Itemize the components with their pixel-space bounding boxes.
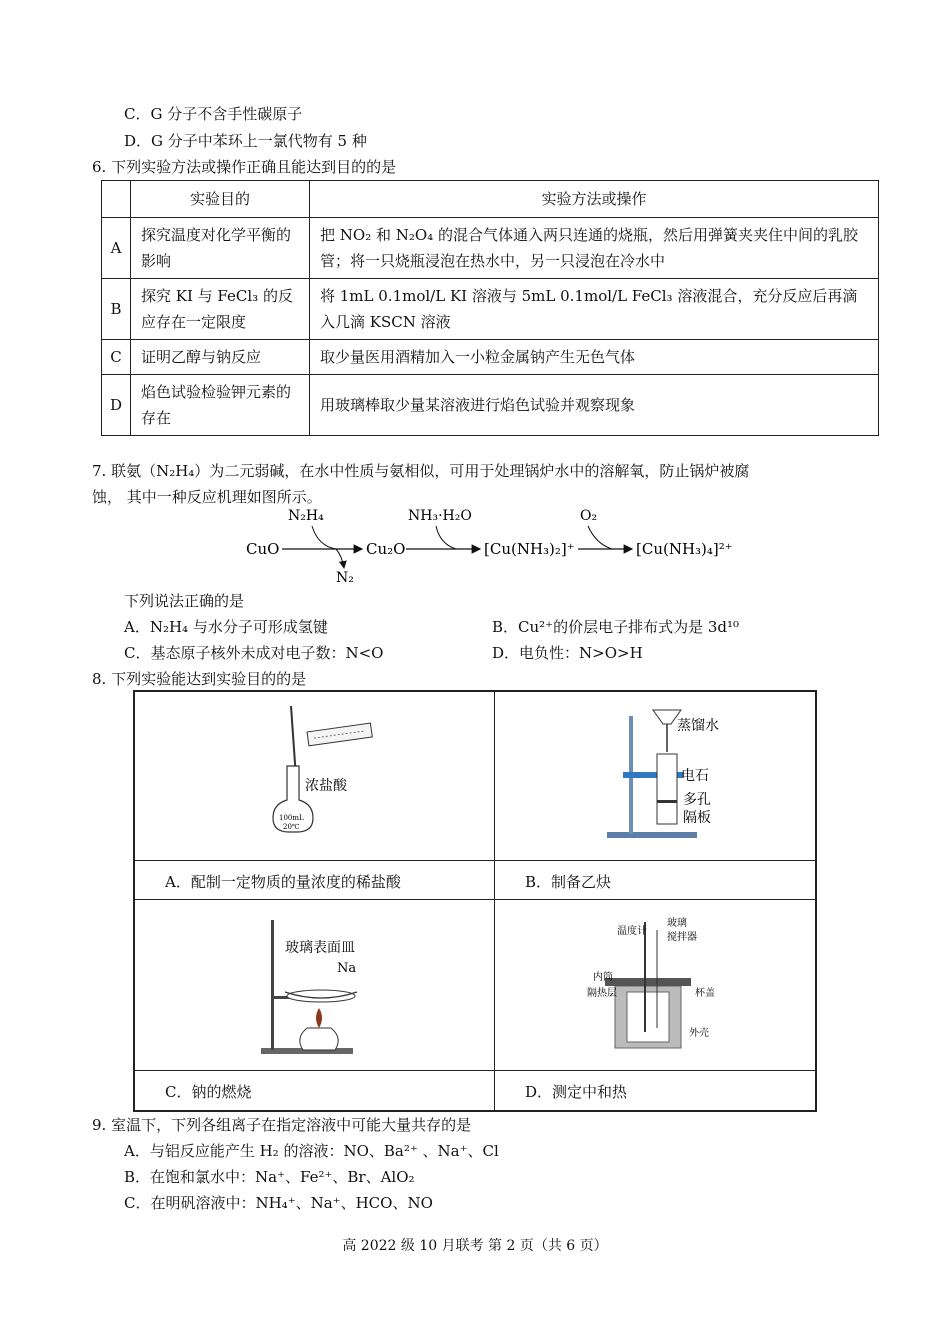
q8-grid bbox=[133, 690, 817, 1112]
flask-volume: 100mL bbox=[279, 814, 304, 822]
q9-stem: 9. 室温下，下列各组离子在指定溶液中可能大量共存的是 bbox=[92, 1116, 472, 1134]
label-shell: 外壳 bbox=[689, 1028, 709, 1039]
alcohol-lamp bbox=[300, 1028, 338, 1050]
q7-option-b: B．Cu²⁺的价层电子排布式为是 3d¹⁰ bbox=[492, 618, 740, 636]
q6-stem: 6. 下列实验方法或操作正确且能达到目的的是 bbox=[92, 158, 397, 176]
q8-caption-b: B．制备乙炔 bbox=[525, 873, 612, 891]
flame bbox=[316, 1008, 322, 1028]
q8-figure-a bbox=[134, 691, 495, 861]
q6-row-method: 用玻璃棒取少量某溶液进行焰色试验并观察现象 bbox=[310, 375, 879, 436]
q7-option-a: A．N₂H₄ 与水分子可形成氢键 bbox=[124, 618, 328, 636]
q6-row-method: 把 NO₂ 和 N₂O₄ 的混合气体通入两只连通的烧瓶，然后用弹簧夹夹住中间的乳胶管；将一只烧瓶浸泡在热水中，另一只浸泡在冷水中 bbox=[310, 218, 879, 279]
q7-stem-line1: 7. 联氨（N₂H₄）为二元弱碱，在水中性质与氨相似，可用于处理锅炉水中的溶解氧，防止锅炉被腐 bbox=[92, 462, 750, 480]
q5-option-d: D．G 分子中苯环上一氯代物有 5 种 bbox=[124, 132, 367, 150]
q8-caption-a-cell bbox=[134, 860, 495, 900]
label-water: 蒸馏水 bbox=[677, 718, 719, 734]
q8-figure-b bbox=[494, 691, 816, 861]
label-stirrer: 搅拌器 bbox=[667, 932, 697, 943]
label-plate: 隔板 bbox=[683, 810, 711, 826]
q9-option-c: C．在明矾溶液中：NH₄⁺、Na⁺、HCO、NO bbox=[124, 1194, 433, 1212]
q8-stem: 8. 下列实验能达到实验目的的是 bbox=[92, 670, 307, 688]
curve-out-1 bbox=[336, 549, 344, 568]
q8-caption-d: D．测定中和热 bbox=[525, 1083, 628, 1101]
q7-reaction-scheme bbox=[240, 504, 760, 588]
q6-row-goal: 探究 KI 与 FeCl₃ 的反应存在一定限度 bbox=[131, 279, 310, 340]
q6-row-key: A bbox=[102, 218, 131, 279]
page-footer: 高 2022 级 10 月联考 第 2 页（共 6 页） bbox=[342, 1238, 608, 1254]
q7-ask: 下列说法正确的是 bbox=[124, 592, 245, 610]
label-watch-glass: 玻璃表面皿 bbox=[285, 940, 355, 956]
q8-caption-a: A．配制一定物质的量浓度的稀盐酸 bbox=[165, 873, 401, 891]
q6-header-method: 实验方法或操作 bbox=[310, 181, 879, 218]
q6-row-c bbox=[102, 340, 879, 375]
q7-option-d: D．电负性：N>O>H bbox=[492, 644, 643, 662]
label-conc-hcl: 浓盐酸 bbox=[305, 778, 347, 794]
q8-figure-d bbox=[494, 899, 816, 1071]
q8-caption-c-cell bbox=[134, 1070, 495, 1111]
scheme-cuo: CuO bbox=[246, 540, 280, 558]
q6-row-goal: 焰色试验检验钾元素的存在 bbox=[131, 375, 310, 436]
q6-header-blank bbox=[102, 181, 131, 218]
q6-row-d bbox=[102, 375, 879, 436]
scheme-cu2o: Cu₂O bbox=[366, 540, 406, 558]
q9-option-b: B．在饱和氯水中：Na⁺、Fe²⁺、Br、AlO₂ bbox=[124, 1168, 415, 1186]
q7-option-c: C．基态原子核外未成对电子数：N<O bbox=[124, 644, 384, 662]
label-porous: 多孔 bbox=[683, 792, 711, 808]
scheme-cu-nh3-2: [Cu(NH₃)₂]⁺ bbox=[484, 540, 575, 558]
q9-option-a: A．与铝反应能产生 H₂ 的溶液：NO、Ba²⁺ 、Na⁺、Cl bbox=[124, 1142, 499, 1160]
q8-caption-b-cell bbox=[494, 860, 816, 900]
label-na: Na bbox=[337, 961, 357, 976]
scheme-n2: N₂ bbox=[336, 570, 354, 586]
q8-figure-c bbox=[134, 899, 495, 1071]
stand-base bbox=[607, 832, 697, 838]
lid bbox=[605, 978, 691, 986]
q6-row-b bbox=[102, 279, 879, 340]
q6-row-method: 取少量医用酒精加入一小粒金属钠产生无色气体 bbox=[310, 340, 879, 375]
curve-in-2 bbox=[436, 526, 456, 549]
label-insulation: 隔热层 bbox=[587, 988, 617, 999]
q6-row-key: B bbox=[102, 279, 131, 340]
q7-stem-line2: 蚀， 其中一种反应机理如图所示。 bbox=[92, 488, 322, 506]
q6-row-a bbox=[102, 218, 879, 279]
label-glass: 玻璃 bbox=[667, 918, 687, 929]
label-inner: 内筒 bbox=[593, 972, 613, 983]
q6-row-goal: 探究温度对化学平衡的影响 bbox=[131, 218, 310, 279]
curve-in-3 bbox=[588, 526, 612, 549]
q6-table bbox=[101, 180, 879, 436]
porous-plate bbox=[657, 800, 677, 803]
q6-row-method: 将 1mL 0.1mol/L KI 溶液与 5mL 0.1mol/L FeCl₃ 溶液混合，充分反应后再滴入几滴 KSCN 溶液 bbox=[310, 279, 879, 340]
flask-temp: 20℃ bbox=[283, 823, 300, 831]
q6-row-goal: 证明乙醇与钠反应 bbox=[131, 340, 310, 375]
q8-caption-d-cell bbox=[494, 1070, 816, 1111]
label-carbide: 电石 bbox=[681, 768, 709, 784]
label-lid: 杯盖 bbox=[695, 988, 715, 999]
curve-in-1 bbox=[312, 526, 336, 549]
test-tube bbox=[657, 754, 677, 824]
scheme-o2: O₂ bbox=[580, 508, 598, 524]
q6-header-goal: 实验目的 bbox=[131, 181, 310, 218]
ring bbox=[287, 990, 355, 1002]
scheme-cu-nh3-4: [Cu(NH₃)₄]²⁺ bbox=[636, 540, 733, 558]
graduated-cylinder bbox=[307, 723, 372, 746]
scheme-n2h4: N₂H₄ bbox=[288, 508, 324, 524]
scheme-nh3h2o: NH₃·H₂O bbox=[408, 508, 472, 524]
stand-rod bbox=[271, 920, 274, 1050]
q6-row-key: C bbox=[102, 340, 131, 375]
inner-cup bbox=[627, 992, 669, 1042]
q5-option-c: C．G 分子不含手性碳原子 bbox=[124, 105, 303, 123]
q8-caption-c: C．钠的燃烧 bbox=[165, 1083, 252, 1101]
label-thermometer: 温度计 bbox=[617, 926, 647, 937]
q6-row-key: D bbox=[102, 375, 131, 436]
